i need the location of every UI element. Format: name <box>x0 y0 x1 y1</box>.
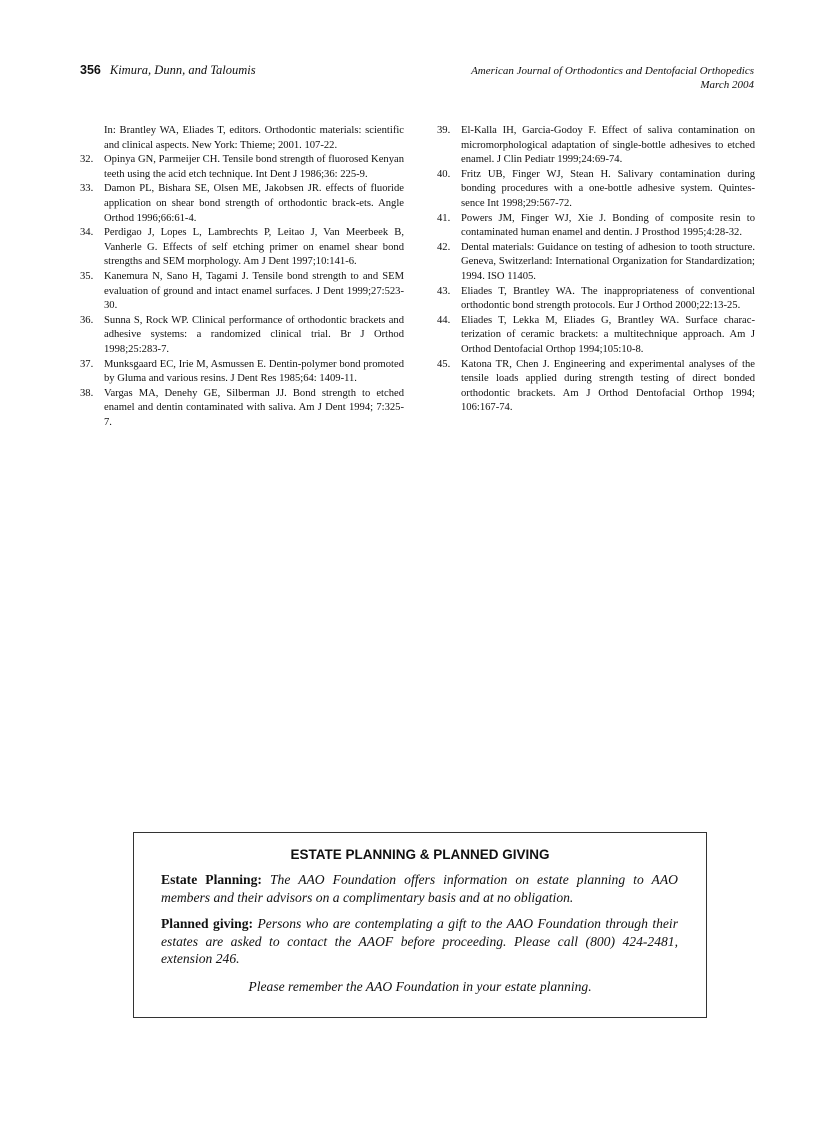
authors: Kimura, Dunn, and Taloumis <box>109 63 256 77</box>
journal-title: American Journal of Orthodontics and Dentofacial Orthopedics <box>471 65 754 77</box>
reference-item <box>80 153 404 182</box>
reference-item <box>80 182 404 226</box>
reference-text: Sunna S, Rock WP. Clinical performance of orthodontic brackets and adhesive systems: a randomized clinical trial. Br J Orthod 1998;25:283-7. <box>104 314 404 355</box>
reference-item <box>80 387 404 431</box>
reference-item <box>437 241 755 285</box>
references-left-column <box>80 124 404 430</box>
reference-item <box>80 270 404 314</box>
reference-text: Opinya GN, Parmeijer CH. Tensile bond strength of fluorosed Kenyan teeth using the acid etch technique. Int Dent J 1986;36: 225-9. <box>104 154 404 180</box>
estate-planning-text: The AAO Foundation offers information on estate planning to AAO members and their advisors on a complimentary basis and at no obligation. <box>161 872 678 905</box>
reference-item <box>437 314 755 358</box>
planned-giving-paragraph <box>161 915 678 968</box>
reference-text: Eliades T, Lekka M, Eliades G, Brantley WA. Surface charac-terization of ceramic brackets: a multitechnique approach. Am J Orthod Dentofacial Orthop 1994;105:10-8. <box>461 314 755 355</box>
reference-number: 38. <box>80 387 94 399</box>
notice-title: ESTATE PLANNING & PLANNED GIVING <box>290 847 550 862</box>
reference-number: 37. <box>80 358 94 370</box>
reference-number: 41. <box>437 212 451 224</box>
estate-planning-notice <box>133 832 707 1018</box>
running-header-left <box>80 63 256 78</box>
reference-item <box>80 358 404 387</box>
reference-text: Eliades T, Brantley WA. The inappropriateness of conventional orthodontic bond strength protocols. Eur J Orthod 2000;22:13-25. <box>461 285 755 312</box>
reference-text: Perdigao J, Lopes L, Lambrechts P, Leitao J, Van Meerbeek B, Vanherle G. Effects of self etching primer on enamel shear bond strengths and SEM morphology. Am J Dent 1997;10:141-6. <box>104 227 404 268</box>
reference-number: 45. <box>437 358 451 370</box>
reference-number: 39. <box>437 125 451 136</box>
references-right-column <box>437 124 755 416</box>
reference-number: 32. <box>80 154 94 166</box>
reference-text: Vargas MA, Denehy GE, Silberman JJ. Bond strength to etched enamel and dentin contaminated with saliva. Am J Dent 1994; 7:325-7. <box>104 387 404 428</box>
planned-giving-label: Planned giving: <box>161 916 254 931</box>
reference-item <box>437 168 755 212</box>
reference-item <box>80 226 404 270</box>
reference-number: 40. <box>437 168 451 180</box>
reference-item <box>437 285 755 314</box>
reference-item <box>80 314 404 358</box>
reference-text: Fritz UB, Finger WJ, Stean H. Salivary contamination during bonding procedures with a one-bottle adhesive system. Quintes-sence Int 1998;29:567-72. <box>461 168 755 209</box>
reference-item <box>437 124 755 168</box>
reference-number: 35. <box>80 270 94 282</box>
estate-planning-paragraph <box>161 871 678 906</box>
reference-text: In: Brantley WA, Eliades T, editors. Orthodontic materials: scientific and clinical aspects. New York: Thieme; 2001. 107-22. <box>104 125 404 151</box>
reference-number: 36. <box>80 314 94 326</box>
reference-text: Powers JM, Finger WJ, Xie J. Bonding of composite resin to contaminated human enamel and dentin. J Prosthod 1995;4:28-32. <box>461 212 755 239</box>
page-number: 356 <box>80 63 101 77</box>
reference-text: Damon PL, Bishara SE, Olsen ME, Jakobsen JR. effects of fluoride application on shear bond strength of orthodontic brack-ets. Angle Orthod 1996;66:61-4. <box>104 183 404 224</box>
reference-number: 44. <box>437 314 451 326</box>
reference-item <box>80 124 404 153</box>
issue-date: March 2004 <box>700 79 754 91</box>
reference-text: El-Kalla IH, Garcia-Godoy F. Effect of saliva contamination on micromorphological adaptation of single-bottle adhesives to etched enamel. J Clin Pediatr 1999;24:69-74. <box>461 125 755 166</box>
reference-text: Munksgaard EC, Irie M, Asmussen E. Dentin-polymer bond promoted by Gluma and various resins. J Dent Res 1985;64: 1409-11. <box>104 358 404 385</box>
estate-planning-label: Estate Planning: <box>161 872 262 887</box>
reference-item <box>437 212 755 241</box>
notice-closing: Please remember the AAO Foundation in your estate planning. <box>248 978 592 994</box>
reference-number: 42. <box>437 241 451 253</box>
reference-number: 43. <box>437 285 451 297</box>
running-header-right <box>471 64 754 92</box>
reference-number: 33. <box>80 183 94 195</box>
reference-item <box>437 358 755 416</box>
reference-number: 34. <box>80 227 94 239</box>
reference-text: Dental materials: Guidance on testing of adhesion to tooth structure. Geneva, Switzerland: International Organization for Standardization; 1994. ISO 11405. <box>461 241 755 282</box>
planned-giving-text: Persons who are contemplating a gift to the AAO Foundation through their estates are asked to contact the AAOF before proceeding. Please call (800) 424-2481, extension 246. <box>161 916 678 966</box>
reference-text: Katona TR, Chen J. Engineering and experimental analyses of the tensile loads applied during strength testing of direct bonded orthodontic brackets. Am J Orthod Dentofacial Orthop 1994; 106:167-74. <box>461 358 755 414</box>
reference-text: Kanemura N, Sano H, Tagami J. Tensile bond strength to and SEM evaluation of ground and intact enamel surfaces. J Dent 1999;27:523-30. <box>104 270 404 312</box>
